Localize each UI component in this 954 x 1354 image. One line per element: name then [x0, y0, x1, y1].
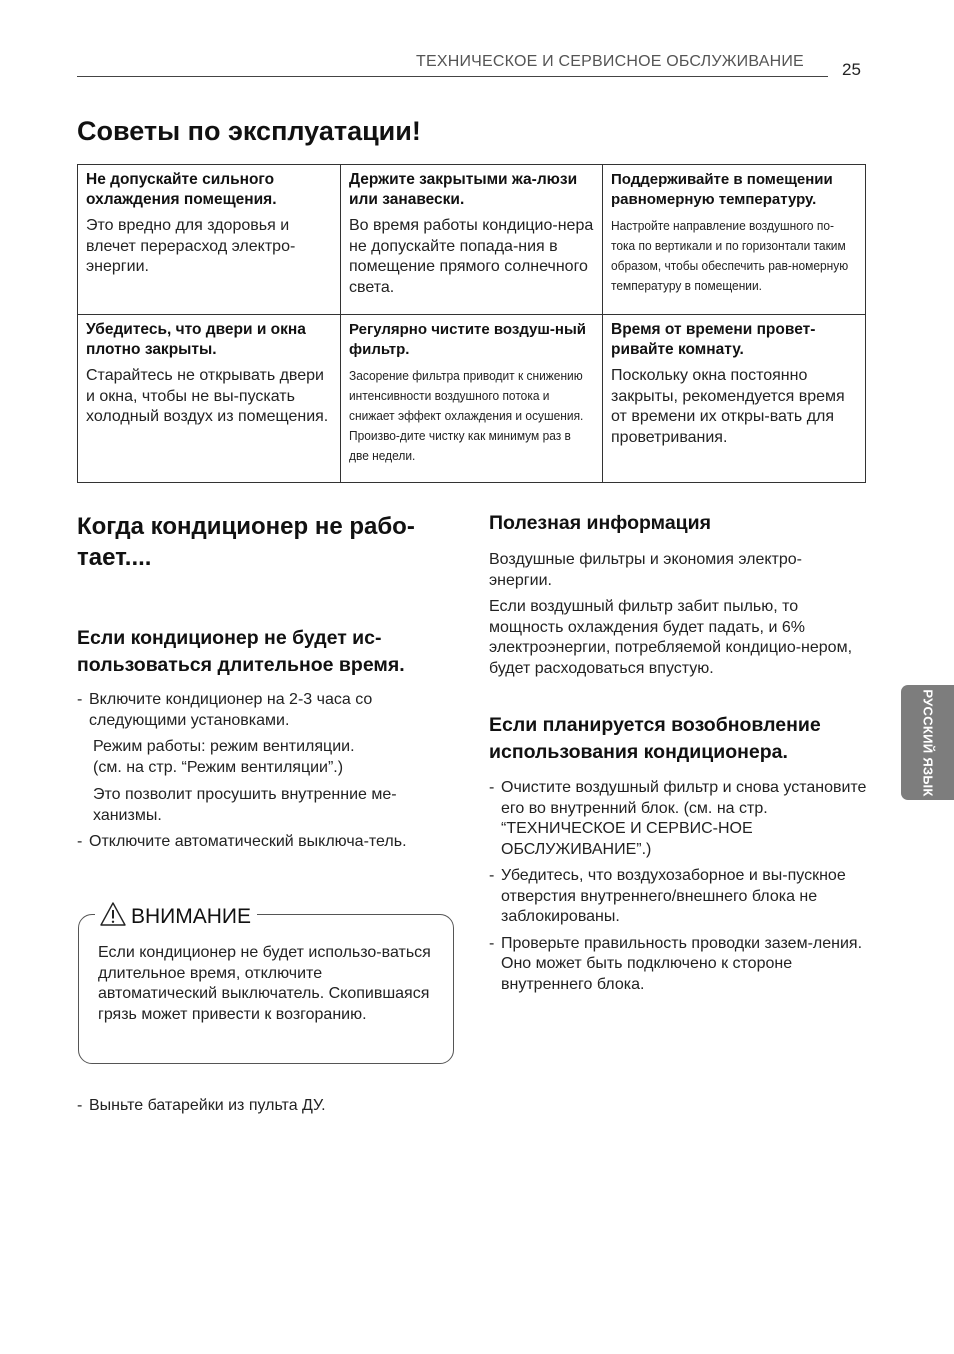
warning-triangle-icon — [99, 901, 127, 932]
tip-body: Засорение фильтра приводит к снижению интенсивности воздушного потока и снижает эффект охлаждения и осушения. Произво-дите чистку как минимум раз в две недели. — [349, 368, 584, 463]
list-item: - Убедитесь, что воздухозаборное и вы-пускное отверстия внутреннего/внешнего блока не заблокированы. — [489, 867, 846, 925]
tip-cell — [78, 315, 341, 483]
caution-text: Если кондиционер не будет использо-ваться длительное время, отключите автоматический выключатель. Скопившаяся грязь может привести к возгоранию. — [98, 944, 431, 1023]
tip-heading: Время от времени провет-ривайте комнату. — [611, 321, 816, 358]
caution-title: ВНИМАНИЕ — [131, 904, 252, 928]
list-item: - Выньте батарейки из пульта ДУ. — [77, 1097, 326, 1114]
header-rule — [77, 76, 828, 77]
long-unused-heading: Если кондиционер не будет ис-пользоваться длительное время. — [77, 627, 405, 676]
table-row — [78, 165, 866, 315]
long-unused-list — [77, 690, 437, 731]
list-item: - Отключите автоматический выключа-тель. — [77, 833, 407, 850]
tip-body: Старайтесь не открывать двери и окна, чтобы не вы-пускать холодный воздух из помещения. — [86, 367, 329, 425]
tip-heading: Не допускайте сильного охлаждения помещения. — [86, 171, 277, 208]
useful-info-p1: Воздушные фильтры и экономия электро-энергии. — [489, 551, 803, 589]
tips-table — [77, 164, 866, 483]
list-item: - Очистите воздушный фильтр и снова установите его во внутренний блок. (см. на стр. “ТЕХНИЧЕСКОЕ И СЕРВИС-НОЕ ОБСЛУЖИВАНИЕ”.) — [489, 779, 867, 858]
tip-heading: Убедитесь, что двери и окна плотно закрыты. — [86, 321, 306, 358]
tip-body: Поскольку окна постоянно закрыты, рекомендуется время от времени их откры-вать для проветривания. — [611, 367, 845, 446]
tip-heading: Держите закрытыми жа-люзи или занавески. — [349, 171, 578, 208]
caution-header — [95, 901, 257, 932]
useful-info-heading: Полезная информация — [489, 512, 712, 534]
resume-heading: Если планируется возобновление использования кондиционера. — [489, 714, 821, 763]
tip-body: Настройте направление воздушного по-тока по вертикали и по горизонтали таким образом, чтобы обеспечить рав-номерную температуру в помещении. — [611, 218, 849, 293]
tip-cell — [603, 315, 866, 483]
language-tab-label: РУССКИЙ ЯЗЫК — [920, 688, 935, 797]
dry-note: Это позволит просушить внутренние ме-ханизмы. — [93, 786, 397, 824]
long-unused-list-2 — [77, 832, 427, 853]
tip-body: Это вредно для здоровья и влечет перерасход электро-энергии. — [86, 217, 296, 275]
running-header: ТЕХНИЧЕСКОЕ И СЕРВИСНОЕ ОБСЛУЖИВАНИЕ — [416, 53, 804, 70]
tip-cell — [341, 315, 603, 483]
tip-heading: Поддерживайте в помещении равномерную температуру. — [611, 171, 833, 208]
table-row — [78, 315, 866, 483]
useful-info-p2: Если воздушный фильтр забит пылью, то мощность охлаждения будет падать, и 6% электроэнергии, потребляемой кондицио-нером, будет расходоваться впустую. — [489, 598, 853, 677]
tip-cell — [603, 165, 866, 315]
list-item: - Включите кондиционер на 2-3 часа со следующими установками. — [77, 691, 373, 729]
tip-cell — [341, 165, 603, 315]
list-item: - Проверьте правильность проводки зазем-ления. Оно может быть подключено к стороне внутреннего блока. — [489, 934, 863, 993]
not-working-title: Когда кондиционер не рабо-тает.... — [77, 513, 415, 571]
batteries-list — [77, 1096, 457, 1117]
tips-title: Советы по эксплуатации! — [77, 116, 421, 146]
language-tab — [901, 685, 954, 800]
tip-heading: Регулярно чистите воздуш-ный фильтр. — [349, 321, 586, 358]
mode-setting: Режим работы: режим вентиляции. (см. на стр. “Режим вентиляции”.) — [93, 738, 355, 776]
resume-list — [489, 778, 869, 995]
tip-cell — [78, 165, 341, 315]
page-number: 25 — [842, 60, 861, 79]
tip-body: Во время работы кондицио-нера не допускайте попада-ния в помещение прямого солнечного света. — [349, 217, 594, 296]
